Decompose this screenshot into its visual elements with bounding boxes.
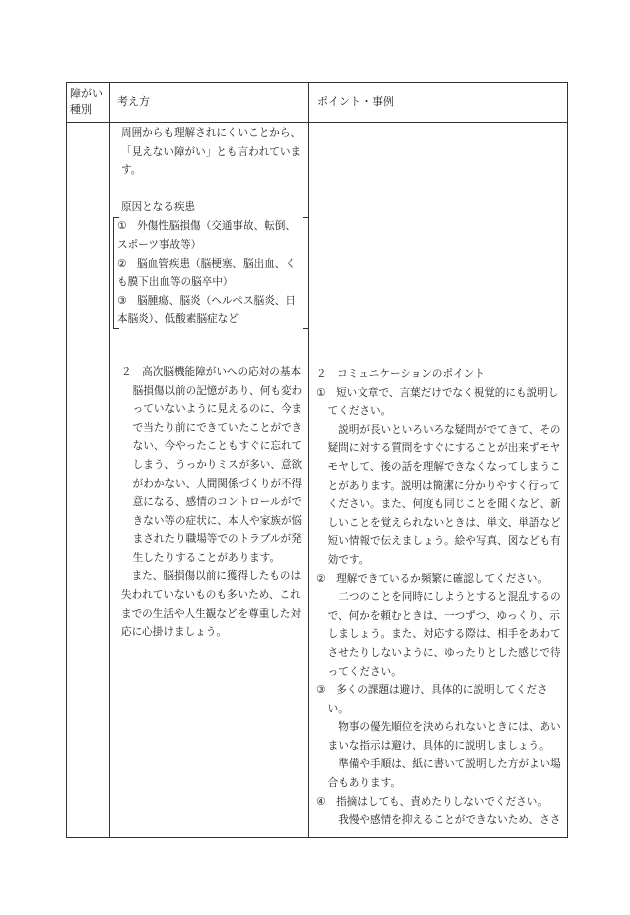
column-divider-1 (109, 83, 110, 837)
header-points-examples: ポイント・事例 (317, 95, 394, 108)
communication-title: ２ コミュニケーションのポイント (316, 368, 485, 380)
header-approach: 考え方 (117, 95, 150, 108)
header-divider (67, 122, 567, 123)
points-column (316, 365, 564, 830)
point-item-body: 二つのことを同時にしようとすると混乱するので、何かを頼むときは、一つずつ、ゆっくり、示しましょう。また、対応する際は、相手をあわてさせたりしないように、ゆったりとした感じで待ってください。 (327, 591, 561, 678)
point-item-body: 我慢や感情を抑えることができないため、ささ (338, 814, 561, 827)
section2-paragraph-1: 脳損傷以前の記憶があり、何も変わっていないように見えるのに、今まで当たり前にできていたことができない、今やったこともすぐに忘れてしまう、うっかりミスが多い、意欲がわかない、人間関係づくりが不得意になる、感情のコントロールができない等の症状に、本人や家族が悩まされたり職場等でのトラブルが発生したりすることがあります。 (132, 384, 303, 564)
intro-paragraph: 周囲からも理解されにくいことから、「見えない障がい」とも言われています。 (121, 127, 302, 177)
point-item-body: 準備や手順は、紙に書いて説明した方がよい場合もあります。 (327, 758, 561, 790)
header-disability-type: 障がい種別 (70, 87, 103, 116)
point-item-body: 物事の優先順位を決められないときには、あいまいな指示は避け、具体的に説明しましょう。 (327, 721, 561, 752)
bracket-right (303, 217, 309, 329)
approach-column (117, 124, 305, 642)
point-item-title: ③ 多くの課題は避け、具体的に説明してください。 (316, 684, 548, 715)
bracket-left (113, 217, 119, 329)
cause-bracket (115, 217, 305, 329)
point-item-title: ④ 指摘はしても、責めたりしないでください。 (316, 795, 548, 808)
point-item-title: ① 短い文章で、言葉だけでなく視覚的にも説明してください。 (316, 386, 559, 418)
point-item-body: 説明が長いといろいろな疑問がでてきて、その疑問に対する質問をすぐにすることが出来ずモヤモヤして、後の話を理解できなくなってしまうことがあります。説明は簡潔に分かりやすく行ってください。また、何度も同じことを聞くなど、新しいことを覚えられないときは、単文、単語など短い情報で伝えましょう。絵や写真、図なども有効です。 (327, 423, 561, 566)
cause-item: ③ 脳腫瘍、脳炎（ヘルペス脳炎、日本脳炎）、低酸素脳症など (117, 294, 296, 326)
column-divider-2 (308, 83, 309, 837)
cause-title: 原因となる疾患 (121, 200, 196, 213)
point-item-title: ② 理解できているか頻繁に確認してください。 (316, 572, 548, 585)
cause-item: ① 外傷性脳損傷（交通事故、転倒、スポーツ事故等） (117, 220, 296, 251)
cause-item: ② 脳血管疾患（脳梗塞、脳出血、くも膜下出血等の脳卒中） (117, 257, 296, 289)
section2-title: ２ 高次脳機能障がいへの応対の基本 (121, 365, 302, 378)
section2-paragraph-2: また、脳損傷以前に獲得したものは失われていないものも多いため、これまでの生活や人生観などを尊重した対応に心掛けましょう。 (121, 570, 302, 639)
